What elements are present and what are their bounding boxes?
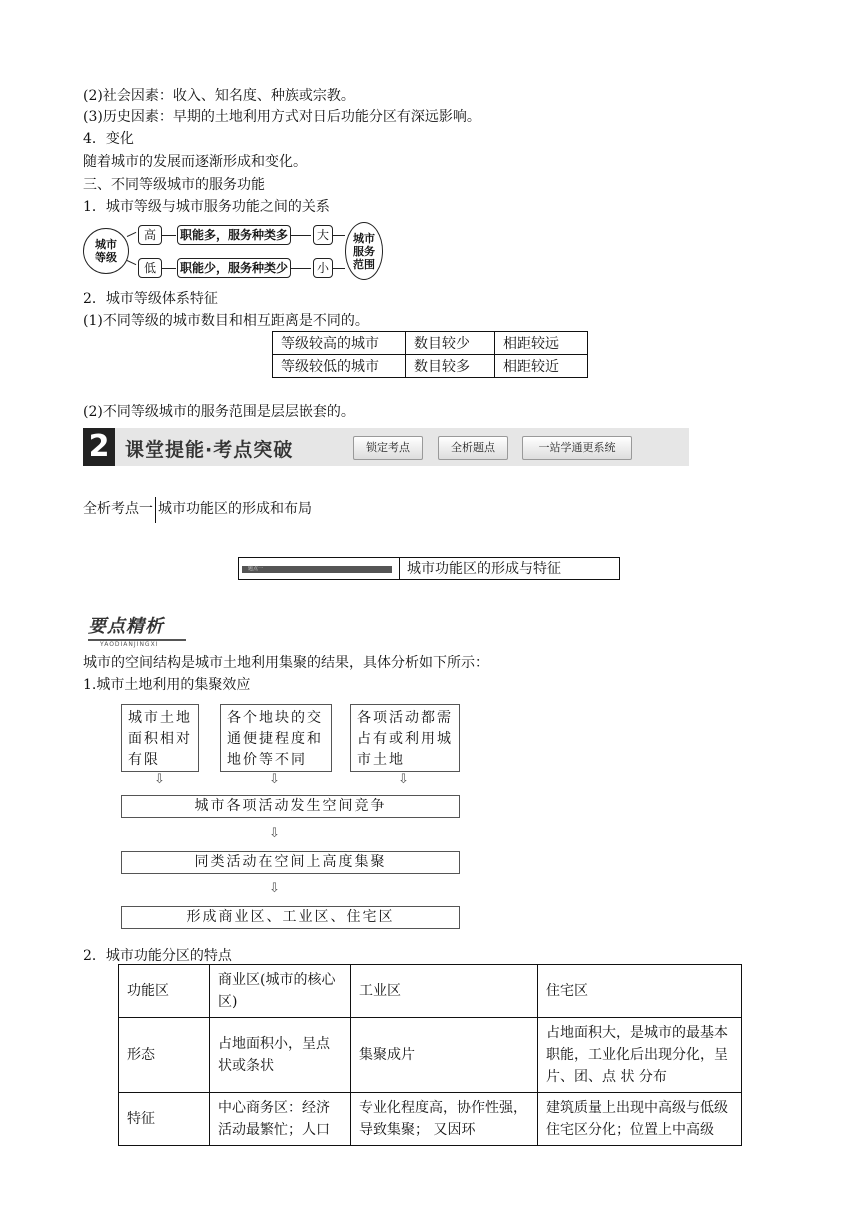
system-line-1: (1)不同等级的城市数目和相互距离是不同的。 bbox=[83, 313, 369, 329]
zone-heading: 2．城市功能分区的特点 bbox=[83, 948, 232, 964]
flow-step-zones: 形成商业区、工业区、住宅区 bbox=[121, 906, 460, 929]
down-arrow-icon: ⇩ bbox=[269, 826, 280, 841]
city-level-ellipse: 城市 等级 bbox=[83, 228, 129, 274]
service-range-ellipse: 城市 服务 范围 bbox=[345, 222, 383, 280]
subpoint-tag: 题点一 bbox=[242, 566, 392, 573]
table-cell: 建筑质量上出现中高级与低级住宅区分化；位置上中高级 bbox=[538, 1093, 742, 1146]
change-heading: 4．变化 bbox=[83, 131, 134, 147]
connector-line bbox=[127, 260, 136, 265]
table-cell: 占地面积小，呈点状或条状 bbox=[210, 1018, 351, 1093]
flow-step-competition: 城市各项活动发生空间竞争 bbox=[121, 795, 460, 818]
connector-line bbox=[333, 235, 345, 236]
change-text: 随着城市的发展而逐渐形成和变化。 bbox=[83, 154, 307, 170]
table-cell: 数目较多 bbox=[406, 355, 495, 378]
arrow-left-icon bbox=[162, 235, 176, 236]
arrow-right-icon bbox=[291, 235, 311, 236]
table-cell: 数目较少 bbox=[406, 332, 495, 355]
table-cell: 等级较高的城市 bbox=[273, 332, 406, 355]
small-label: 小 bbox=[313, 258, 333, 278]
relation-diagram bbox=[83, 220, 383, 284]
connector-line bbox=[333, 268, 345, 269]
section-banner bbox=[83, 428, 689, 466]
point1-prefix: 全析考点一 bbox=[83, 501, 153, 517]
table-cell: 占地面积大，是城市的最基本职能，工业化后出现分化，呈片、团、点 状 分布 bbox=[538, 1018, 742, 1093]
logo-pinyin: YAODIANJINGXI bbox=[100, 641, 159, 648]
section-number-badge: 2 bbox=[83, 428, 115, 466]
system-learning-button[interactable]: 一站学通更系统 bbox=[522, 436, 632, 460]
system-heading: 2．城市等级体系特征 bbox=[83, 291, 218, 307]
section-title: 课堂提能·考点突破 bbox=[125, 439, 294, 461]
table-row bbox=[273, 355, 588, 378]
low-label: 低 bbox=[138, 258, 162, 278]
point1-title: 城市功能区的形成和布局 bbox=[158, 501, 312, 517]
table-cell: 专业化程度高，协作性强，导致集聚； 又因环 bbox=[351, 1093, 538, 1146]
table-row bbox=[119, 1093, 742, 1146]
point1-heading bbox=[83, 497, 312, 523]
divider bbox=[399, 558, 400, 579]
high-label: 高 bbox=[138, 225, 162, 245]
relation-heading: 1．城市等级与城市服务功能之间的关系 bbox=[83, 199, 330, 215]
big-label: 大 bbox=[313, 225, 333, 245]
city-level-table bbox=[272, 331, 588, 378]
lock-point-button[interactable]: 锁定考点 bbox=[353, 436, 423, 460]
section3-heading: 三、不同等级城市的服务功能 bbox=[83, 177, 265, 193]
table-cell: 特征 bbox=[119, 1093, 210, 1146]
table-row bbox=[119, 1018, 742, 1093]
table-header-cell: 功能区 bbox=[119, 965, 210, 1018]
more-functions-box: 职能多，服务种类多 bbox=[177, 225, 291, 245]
table-cell: 等级较低的城市 bbox=[273, 355, 406, 378]
intro-text: 城市的空间结构是城市土地利用集聚的结果，具体分析如下所示： bbox=[83, 655, 489, 671]
table-header-cell: 工业区 bbox=[351, 965, 538, 1018]
flow-step-agglomeration: 同类活动在空间上高度集聚 bbox=[121, 851, 460, 874]
down-arrow-icon: ⇩ bbox=[269, 881, 280, 896]
table-row bbox=[119, 965, 742, 1018]
flow-box-land-limited: 城市土地面积相对有限 bbox=[121, 704, 199, 772]
down-arrow-icon: ⇩ bbox=[398, 772, 409, 787]
table-row bbox=[273, 332, 588, 355]
full-analysis-button[interactable]: 全析题点 bbox=[438, 436, 508, 460]
arrow-left-icon bbox=[162, 268, 176, 269]
social-factor-line: (2)社会因素：收入、知名度、种族或宗教。 bbox=[83, 88, 355, 104]
table-cell: 中心商务区：经济活动最繁忙；人口 bbox=[210, 1093, 351, 1146]
key-points-logo bbox=[88, 612, 186, 648]
arrow-right-icon bbox=[291, 268, 311, 269]
history-factor-line: (3)历史因素：早期的土地利用方式对日后功能分区有深远影响。 bbox=[83, 109, 481, 125]
down-arrow-icon: ⇩ bbox=[154, 772, 165, 787]
subpoint-box bbox=[238, 557, 620, 580]
down-arrow-icon: ⇩ bbox=[269, 772, 280, 787]
divider bbox=[155, 497, 156, 523]
table-header-cell: 住宅区 bbox=[538, 965, 742, 1018]
subpoint-title: 城市功能区的形成与特征 bbox=[407, 561, 561, 577]
table-header-cell: 商业区(城市的核心区) bbox=[210, 965, 351, 1018]
table-cell: 相距较近 bbox=[495, 355, 588, 378]
fewer-functions-box: 职能少，服务种类少 bbox=[177, 258, 291, 278]
table-cell: 形态 bbox=[119, 1018, 210, 1093]
flow-box-activities: 各项活动都需占有或利用城市土地 bbox=[350, 704, 460, 772]
flow-box-traffic-price: 各个地块的交通便捷程度和地价等不同 bbox=[220, 704, 332, 772]
table-cell: 集聚成片 bbox=[351, 1018, 538, 1093]
connector-line bbox=[127, 232, 136, 237]
logo-text: 要点精析 bbox=[88, 616, 164, 637]
functional-zone-table bbox=[118, 964, 742, 1146]
table-cell: 相距较远 bbox=[495, 332, 588, 355]
agglomeration-heading: 1.城市土地利用的集聚效应 bbox=[83, 677, 251, 693]
system-line-2: (2)不同等级城市的服务范围是层层嵌套的。 bbox=[83, 404, 355, 420]
